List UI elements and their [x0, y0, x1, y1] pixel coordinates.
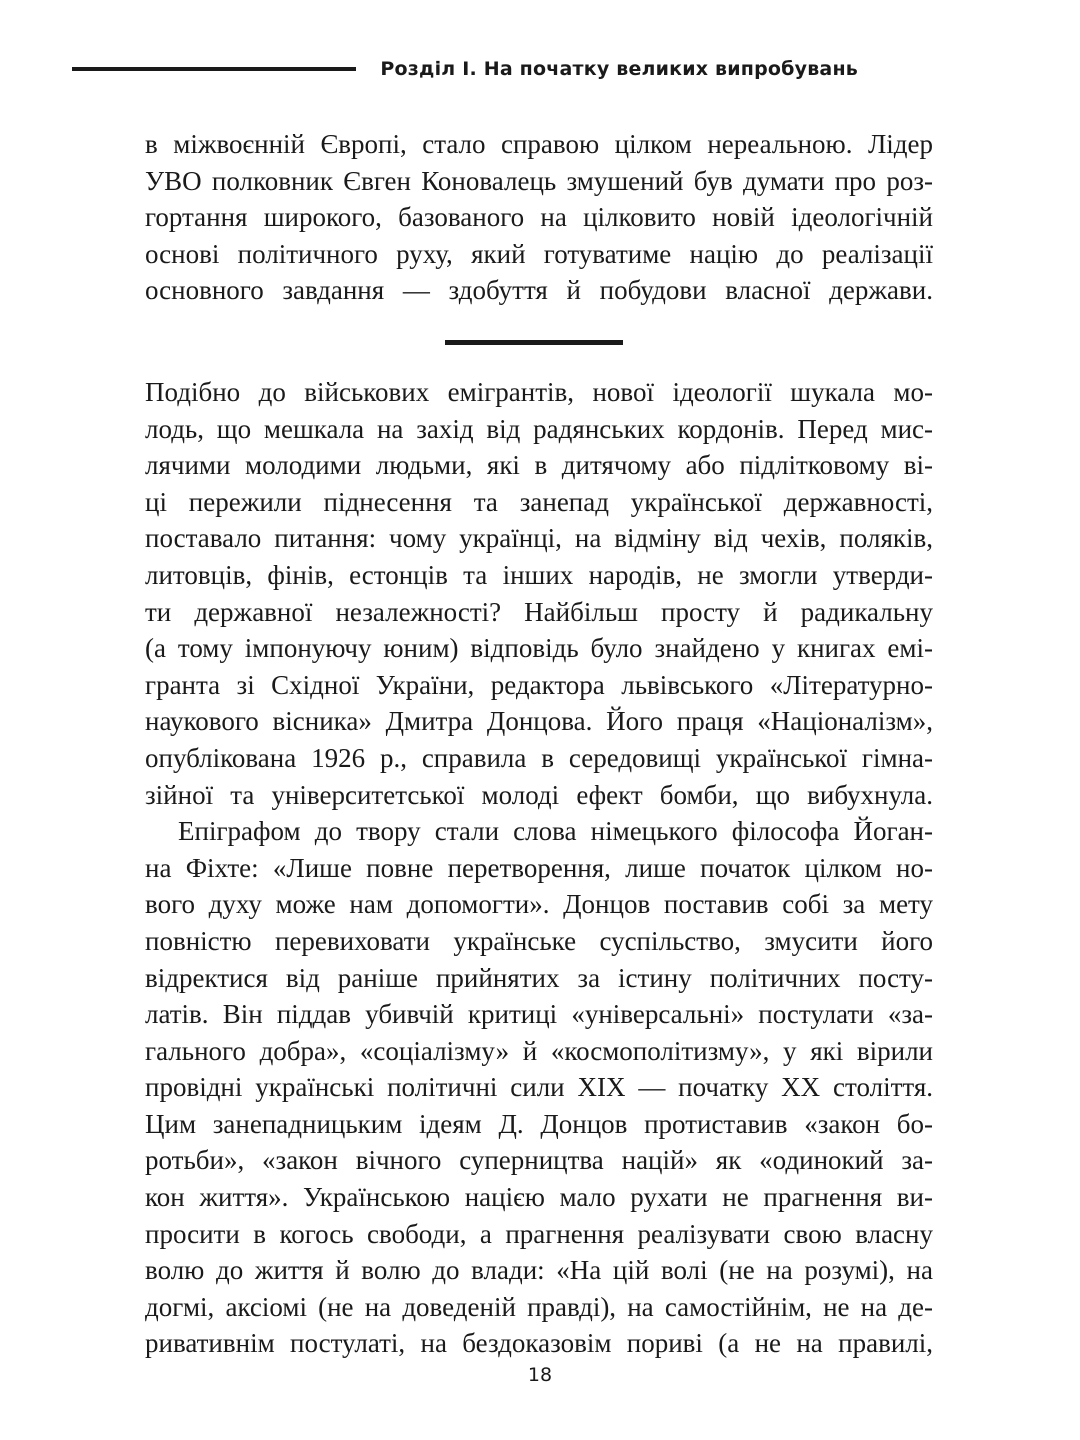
text-line: литовців, фінів, естонців та інших народів, не змогли утверди-	[145, 559, 933, 590]
text-line: провідні українські політичні сили XIX — початку XX століття.	[145, 1072, 933, 1103]
paragraph	[145, 374, 933, 813]
text-line: основі політичного руху, який готуватиме націю до реалізації	[145, 238, 933, 269]
text-line: Подібно до військових емігрантів, нової ідеології шукала мо-	[145, 377, 933, 407]
paragraph	[145, 813, 933, 1362]
main-text	[145, 374, 933, 1362]
text-line: вого духу може нам допомогти». Донцов поставив собі за мету	[145, 889, 933, 920]
text-line: латів. Він піддав убивчій критиці «універсальні» постулати «за-	[145, 999, 933, 1030]
text-line: ротьби», «закон вічного суперництва націй» як «одинокий за-	[145, 1145, 933, 1176]
text-line: на Фіхте: «Лише повне перетворення, лише початок цілком но-	[145, 852, 933, 883]
running-header	[72, 58, 858, 80]
text-line: відректися від раніше прийнятих за істину політичних посту-	[145, 962, 933, 993]
paragraph-continued	[145, 126, 933, 309]
text-line: повністю перевиховати українське суспільство, змусити його	[145, 925, 933, 956]
text-line: Епіграфом до твору стали слова німецького філософа Йоган-	[178, 816, 933, 847]
text-line: (а тому імпонуючу юним) відповідь було знайдено у книгах емі-	[145, 633, 933, 664]
text-line: поставало питання: чому українці, на відміну від чехів, поляків,	[145, 523, 933, 554]
text-line: опублікована 1926 р., справила в середовищі української гімна-	[145, 742, 933, 773]
text-line: в міжвоєнній Європі, стало справою цілком нереальною. Лідер	[145, 129, 933, 159]
text-line: гального добра», «соціалізму» й «космополітизму», у які вірили	[145, 1035, 933, 1066]
text-line: Цим занепадницьким ідеям Д. Донцов протиставив «закон бо-	[145, 1108, 933, 1139]
chapter-title: Розділ І. На початку великих випробувань	[380, 58, 858, 80]
header-rule	[72, 67, 356, 71]
text-line: просити в когось свободи, а прагнення реалізувати свою власну	[145, 1218, 933, 1249]
section-divider	[445, 340, 623, 345]
text-line: ці пережили піднесення та занепад української державності,	[145, 486, 933, 517]
text-line: гранта зі Східної України, редактора львівського «Літературно-	[145, 669, 933, 700]
text-line: зійної та університетської молоді ефект бомби, що вибухнула.	[145, 779, 933, 810]
text-line: лячими молодими людьми, які в дитячому або підлітковому ві-	[145, 450, 933, 481]
text-line: УВО полковник Євген Коновалець змушений був думати про роз-	[145, 165, 933, 196]
text-line: кон життя». Українською нацією мало рухати не прагнення ви-	[145, 1182, 933, 1213]
page-number: 18	[527, 1364, 553, 1386]
text-line: лодь, що мешкала на захід від радянських кордонів. Перед мис-	[145, 413, 933, 444]
text-line: догмі, аксіомі (не на доведеній правді), на самостійнім, не на де-	[145, 1291, 933, 1322]
text-line: ривативнім постулаті, на бездоказовім пориві (а не на правилі,	[145, 1328, 933, 1359]
text-line: гортання широкого, базованого на цілковито новій ідеологічній	[145, 202, 933, 233]
text-line: наукового вісника» Дмитра Донцова. Його праця «Націоналізм»,	[145, 706, 933, 737]
text-line: ти державної незалежності? Найбільш просту й радикальну	[145, 596, 933, 627]
text-line: волю до життя й волю до влади: «На цій волі (не на розумі), на	[145, 1255, 933, 1286]
text-line: основного завдання — здобуття й побудови власної держави.	[145, 275, 933, 306]
